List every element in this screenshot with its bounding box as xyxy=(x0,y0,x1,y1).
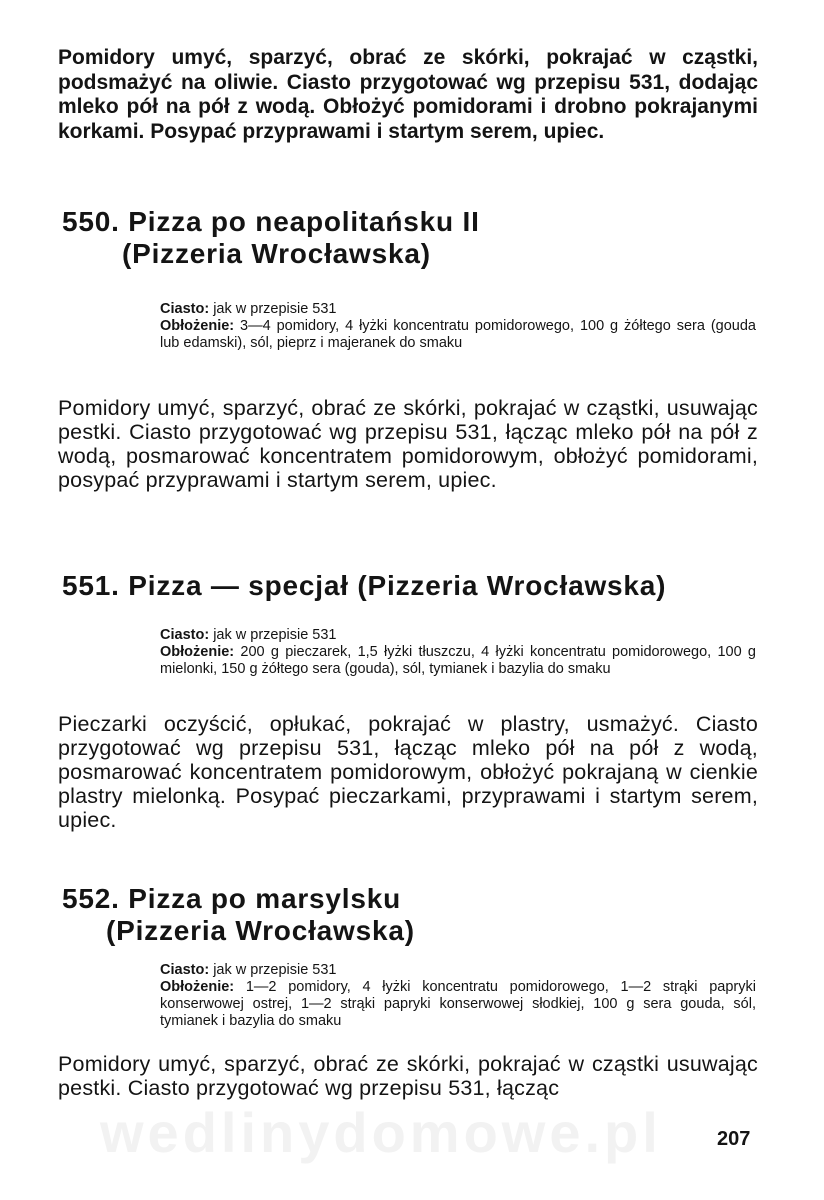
recipe-550-title: Pizza po neapolitańsku II xyxy=(128,206,480,237)
recipe-551-dough xyxy=(160,627,756,644)
recipe-552-subtitle: (Pizzeria Wrocławska) xyxy=(106,915,415,946)
recipe-551-instructions: Pieczarki oczyścić, opłukać, pokrajać w plastry, usmażyć. Ciasto przygotować wg przepisu 531, łącząc mleko pół na pół z wodą, posmarować koncentratem pomidorowym, obłożyć pokrajaną w cienkie plastry mielonką. Posypać pieczarkami, przyprawami i startym serem, upiec. xyxy=(58,712,758,832)
recipe-552-ingredients xyxy=(160,962,756,1030)
recipe-551-number: 551. xyxy=(62,570,120,601)
topping-value: 1—2 pomidory, 4 łyżki koncentratu pomidorowego, 1—2 strąki papryki konserwowej ostrej, 1—2 strąki papryki konserwowej słodkiej, 100 g sera gouda, sól, tymianek i bazylia do smaku xyxy=(160,979,756,1029)
dough-value: jak w przepisie 531 xyxy=(213,301,337,317)
recipe-551-title: Pizza — specjał (Pizzeria Wrocławska) xyxy=(128,570,667,601)
recipe-551-topping xyxy=(160,644,756,678)
recipe-550-subtitle: (Pizzeria Wrocławska) xyxy=(122,238,431,269)
site-watermark: wedlinydomowe.pl xyxy=(100,1101,662,1164)
recipe-550-instructions: Pomidory umyć, sparzyć, obrać ze skórki, pokrajać w cząstki, usuwając pestki. Ciasto przygotować wg przepisu 531, łącząc mleko pół na pół z wodą, posmarować koncentratem pomidorowym, obłożyć pomidorami, posypać przyprawami i startym serem, upiec. xyxy=(58,396,758,492)
intro-paragraph: Pomidory umyć, sparzyć, obrać ze skórki, pokrajać w cząstki, podsmażyć na oliwie. Ciasto przygotować wg przepisu 531, dodając mleko pół na pół z wodą. Obłożyć pomidorami i drobno pokrajanymi korkami. Posypać przyprawami i startym serem, upiec. xyxy=(58,46,758,143)
page-number: 207 xyxy=(717,1128,751,1150)
recipe-551-heading xyxy=(62,570,666,602)
recipe-551-ingredients xyxy=(160,627,756,678)
topping-label: Obłożenie: xyxy=(160,644,235,660)
dough-value: jak w przepisie 531 xyxy=(213,962,337,978)
topping-value: 200 g pieczarek, 1,5 łyżki tłuszczu, 4 łyżki koncentratu pomidorowego, 100 g mielonki, 150 g żółtego sera (gouda), sól, tymianek i bazylia do smaku xyxy=(160,644,756,677)
recipe-550-dough xyxy=(160,301,756,318)
recipe-552-heading xyxy=(62,883,415,947)
topping-label: Obłożenie: xyxy=(160,318,235,334)
recipe-552-dough xyxy=(160,962,756,979)
recipe-550-topping xyxy=(160,318,756,352)
dough-label: Ciasto: xyxy=(160,962,210,978)
dough-label: Ciasto: xyxy=(160,301,210,317)
recipe-550-ingredients xyxy=(160,301,756,352)
topping-value: 3—4 pomidory, 4 łyżki koncentratu pomidorowego, 100 g żółtego sera (gouda lub edamski), sól, pieprz i majeranek do smaku xyxy=(160,318,756,351)
dough-value: jak w przepisie 531 xyxy=(213,627,337,643)
recipe-550-number: 550. xyxy=(62,206,120,237)
dough-label: Ciasto: xyxy=(160,627,210,643)
recipe-552-topping xyxy=(160,979,756,1030)
recipe-552-instructions: Pomidory umyć, sparzyć, obrać ze skórki, pokrajać w cząstki usuwając pestki. Ciasto przygotować wg przepisu 531, łącząc xyxy=(58,1052,758,1100)
recipe-552-number: 552. xyxy=(62,883,120,914)
recipe-552-title: Pizza po marsylsku xyxy=(128,883,402,914)
topping-label: Obłożenie: xyxy=(160,979,235,995)
recipe-550-heading xyxy=(62,206,480,270)
